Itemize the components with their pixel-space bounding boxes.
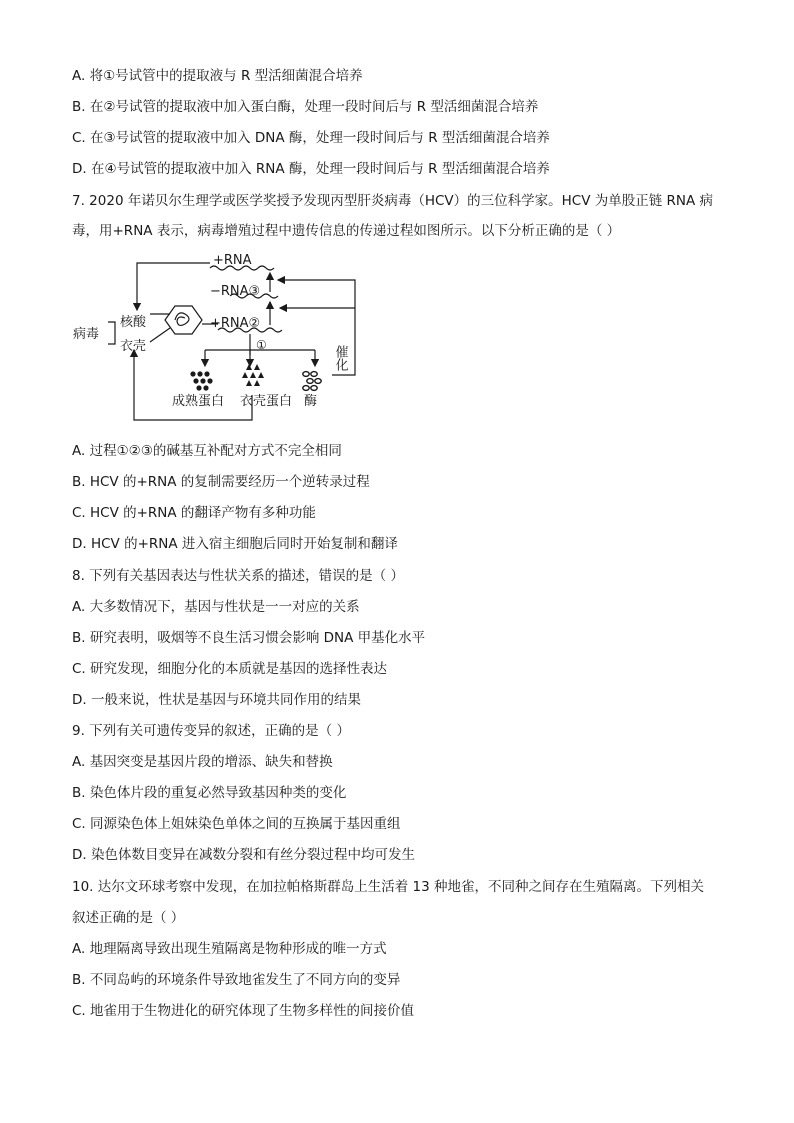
label-process-1: ① xyxy=(256,338,267,352)
q8-option-b: B. 研究表明，吸烟等不良生活习惯会影响 DNA 甲基化水平 xyxy=(72,630,426,646)
label-nucleic-acid: 核酸 xyxy=(120,315,147,330)
q8-option-d: D. 一般来说，性状是基因与环境共同作用的结果 xyxy=(72,692,361,708)
q10-option-c: C. 地雀用于生物进化的研究体现了生物多样性的间接价值 xyxy=(72,1003,415,1019)
q10-option-b: B. 不同岛屿的环境条件导致地雀发生了不同方向的变异 xyxy=(72,972,401,988)
q9-option-c: C. 同源染色体上姐妹染色单体之间的互换属于基因重组 xyxy=(72,816,401,832)
label-capsid-protein: 衣壳蛋白 xyxy=(240,394,293,409)
q6-option-a: A. 将①号试管中的提取液与 R 型活细菌混合培养 xyxy=(72,68,363,84)
q7-option-c: C. HCV 的+RNA 的翻译产物有多种功能 xyxy=(72,505,316,521)
q7-stem-line1: 7. 2020 年诺贝尔生理学或医学奖授予发现丙型肝炎病毒（HCV）的三位科学家。HCV 为单股正链 RNA 病 xyxy=(72,193,714,209)
label-minus-rna: −RNA③ xyxy=(210,284,261,299)
q6-option-d: D. 在④号试管的提取液中加入 RNA 酶，处理一段时间后与 R 型活细菌混合培养 xyxy=(72,161,550,177)
label-enzyme: 酶 xyxy=(304,394,318,409)
q9-option-b: B. 染色体片段的重复必然导致基因种类的变化 xyxy=(72,785,347,801)
label-mature-protein: 成熟蛋白 xyxy=(172,394,225,409)
q9-option-d: D. 染色体数目变异在减数分裂和有丝分裂过程中均可发生 xyxy=(72,847,415,863)
q8-stem: 8. 下列有关基因表达与性状关系的描述，错误的是（ ） xyxy=(72,568,404,584)
q7-stem-line2: 毒，用+RNA 表示，病毒增殖过程中遗传信息的传递过程如图所示。以下分析正确的是（ ） xyxy=(72,223,621,239)
q6-option-b: B. 在②号试管的提取液中加入蛋白酶，处理一段时间后与 R 型活细菌混合培养 xyxy=(72,99,539,115)
hcv-replication-diagram xyxy=(70,250,370,430)
q10-stem-line2: 叙述正确的是（ ） xyxy=(72,910,185,926)
label-virus: 病毒 xyxy=(73,327,100,342)
q10-stem-line1: 10. 达尔文环球考察中发现，在加拉帕格斯群岛上生活着 13 种地雀，不同种之间存在生殖隔离。下列相关 xyxy=(72,879,705,895)
label-plus-rna-top: +RNA xyxy=(213,253,252,268)
q8-option-c: C. 研究发现，细胞分化的本质就是基因的选择性表达 xyxy=(72,661,388,677)
q7-option-b: B. HCV 的+RNA 的复制需要经历一个逆转录过程 xyxy=(72,474,370,490)
q7-option-d: D. HCV 的+RNA 进入宿主细胞后同时开始复制和翻译 xyxy=(72,536,398,552)
q6-option-c: C. 在③号试管的提取液中加入 DNA 酶，处理一段时间后与 R 型活细菌混合培养 xyxy=(72,130,550,146)
label-catalysis: 催化 xyxy=(332,345,348,371)
label-capsid: 衣壳 xyxy=(120,339,147,354)
q10-option-a: A. 地理隔离导致出现生殖隔离是物种形成的唯一方式 xyxy=(72,941,387,957)
q9-stem: 9. 下列有关可遗传变异的叙述，正确的是（ ） xyxy=(72,723,350,739)
label-plus-rna-mid: +RNA② xyxy=(210,316,261,331)
q7-option-a: A. 过程①②③的碱基互补配对方式不完全相同 xyxy=(72,443,342,459)
q8-option-a: A. 大多数情况下，基因与性状是一一对应的关系 xyxy=(72,599,360,615)
q9-option-a: A. 基因突变是基因片段的增添、缺失和替换 xyxy=(72,754,333,770)
